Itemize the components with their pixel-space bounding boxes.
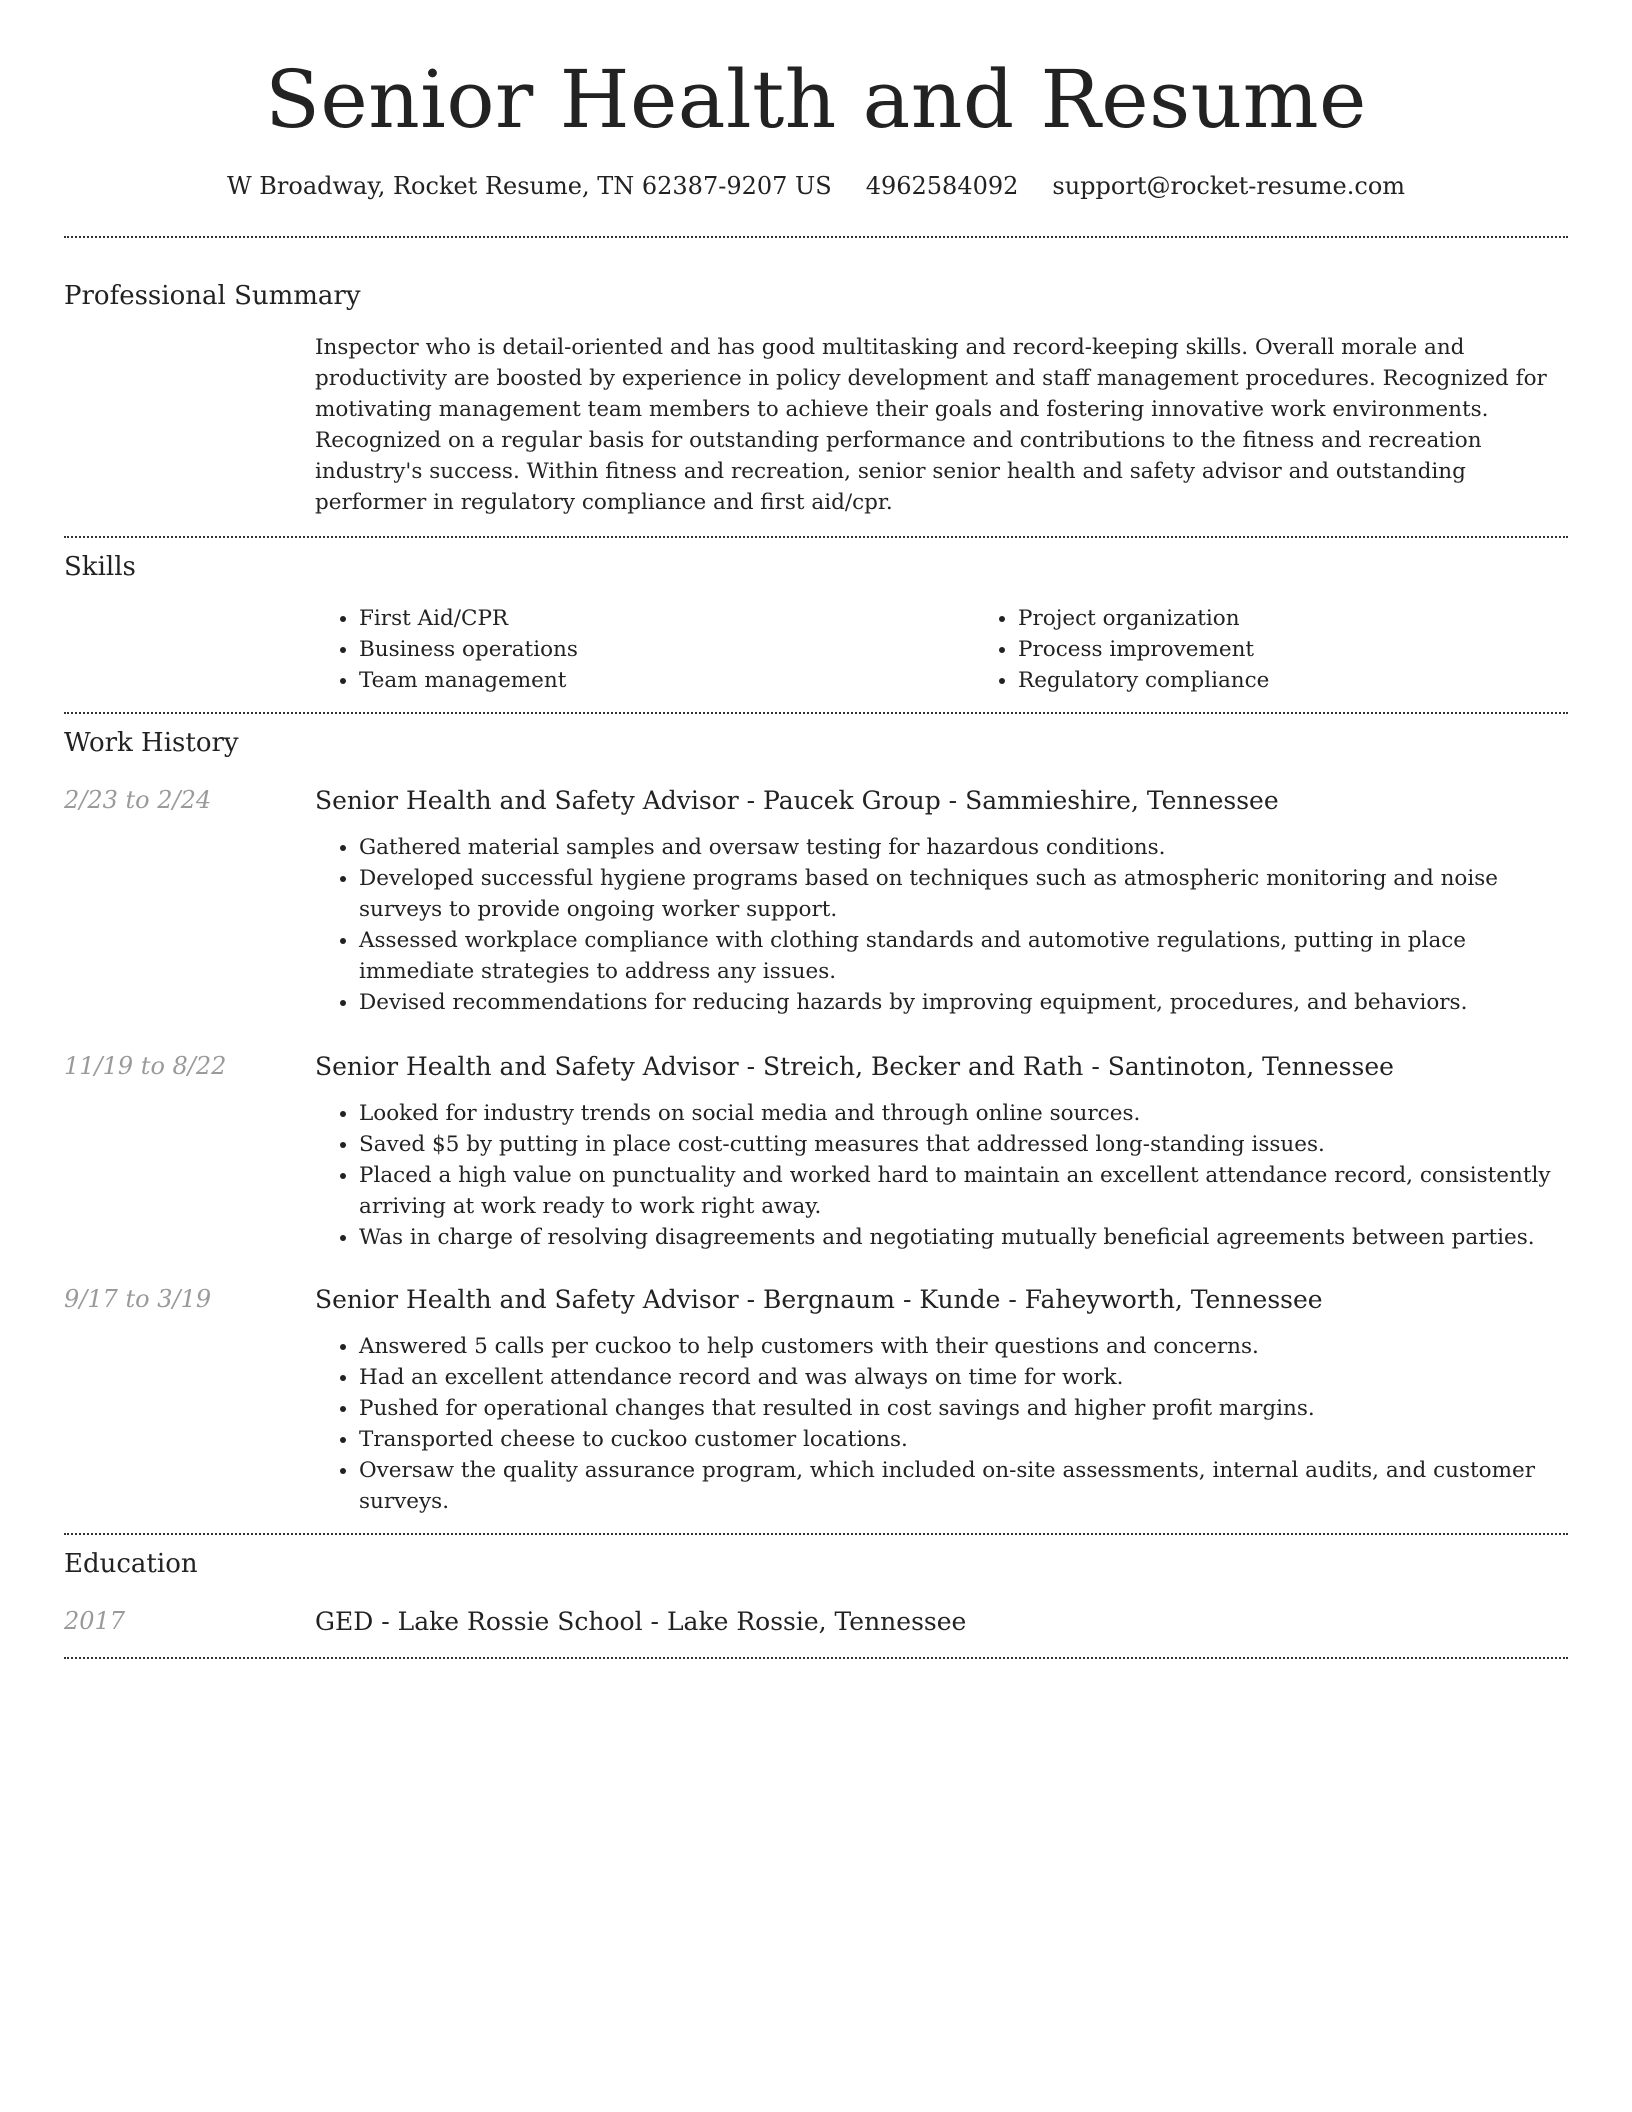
summary-title: Professional Summary [64,281,361,311]
summary-text: Inspector who is detail-oriented and has good multitasking and record-keeping skills. Overall morale and productivity are boosted by experience in policy development and staff management procedures. Recognized for motivating management team members to achieve their goals and fostering innovative work environments. Recognized on a regular basis for outstanding performance and contributions to the fitness and recreation industry's success. Within fitness and recreation, senior senior health and safety advisor and outstanding performer in regulatory compliance and first aid/cpr. [315,335,1547,515]
skill-item: • Team management [359,665,974,696]
skills-spacer [64,603,315,696]
job-entry [64,1283,1568,1517]
job-bullet: • Assessed workplace compliance with clothing standards and automotive regulations, putting in place immediate strategies to address any issues. [359,925,1568,987]
job-bullet: • Saved $5 by putting in place cost-cutting measures that addressed long-standing issues. [359,1129,1568,1160]
job-bullet: • Looked for industry trends on social media and through online sources. [359,1098,1568,1129]
job-entry [64,1050,1568,1253]
job-bullet: • Answered 5 calls per cuckoo to help customers with their questions and concerns. [359,1331,1568,1362]
skills-grid [315,603,1632,696]
address-text: W Broadway, Rocket Resume, TN 62387-9207 US [226,172,832,200]
job-title: Senior Health and Safety Advisor - Paucek Group - Sammieshire, Tennessee [315,786,1279,815]
education-title: Education [64,1549,198,1579]
job-bullet: • Devised recommendations for reducing hazards by improving equipment, procedures, and behaviors. [359,987,1568,1018]
skill-item: • Project organization [1018,603,1632,634]
job-bullet: • Oversaw the quality assurance program, which included on-site assessments, internal audits, and customer surveys. [359,1455,1568,1517]
education-divider [64,1657,1568,1659]
job-title: Senior Health and Safety Advisor - Streich, Becker and Rath - Santinoton, Tennessee [315,1052,1394,1081]
job-bullet: • Developed successful hygiene programs based on techniques such as atmospheric monitoring and noise surveys to provide ongoing worker support. [359,863,1568,925]
job-bullet: • Transported cheese to cuckoo customer locations. [359,1424,1568,1455]
job-bullets [315,1331,1568,1517]
education-year: 2017 [64,1607,126,1635]
job-title: Senior Health and Safety Advisor - Bergnaum - Kunde - Faheyworth, Tennessee [315,1285,1323,1314]
summary-spacer [64,332,315,518]
job-dates: 2/23 to 2/24 [64,786,212,814]
job-bullet: • Gathered material samples and oversaw testing for hazardous conditions. [359,832,1568,863]
job-bullet: • Pushed for operational changes that resulted in cost savings and higher profit margins. [359,1393,1568,1424]
skills-list-right [974,603,1632,696]
skills-section [64,538,1568,696]
phone-text: 4962584092 [865,172,1019,200]
job-bullet: • Was in charge of resolving disagreements and negotiating mutually beneficial agreements between parties. [359,1222,1568,1253]
skill-item: • Process improvement [1018,634,1632,665]
work-title: Work History [64,728,239,758]
skills-list-left [315,603,974,696]
education-entry [64,1605,1568,1639]
contact-line [64,170,1568,202]
skill-item: • First Aid/CPR [359,603,974,634]
job-bullets [315,832,1568,1018]
skill-item: • Regulatory compliance [1018,665,1632,696]
job-dates: 9/17 to 3/19 [64,1285,212,1313]
education-section [64,1535,1568,1639]
job-entry [64,784,1568,1018]
work-section [64,714,1568,1517]
skills-title: Skills [64,552,136,582]
job-dates: 11/19 to 8/22 [64,1052,227,1080]
job-bullet: • Placed a high value on punctuality and worked hard to maintain an excellent attendance record, consistently arriving at work ready to work right away. [359,1160,1568,1222]
skill-item: • Business operations [359,634,974,665]
email-text: support@rocket-resume.com [1052,172,1406,200]
job-bullets [315,1098,1568,1253]
candidate-name: Senior Health and Resume [265,53,1367,146]
summary-section [64,238,1568,518]
education-detail: GED - Lake Rossie School - Lake Rossie, Tennessee [315,1607,967,1636]
job-bullet: • Had an excellent attendance record and was always on time for work. [359,1362,1568,1393]
